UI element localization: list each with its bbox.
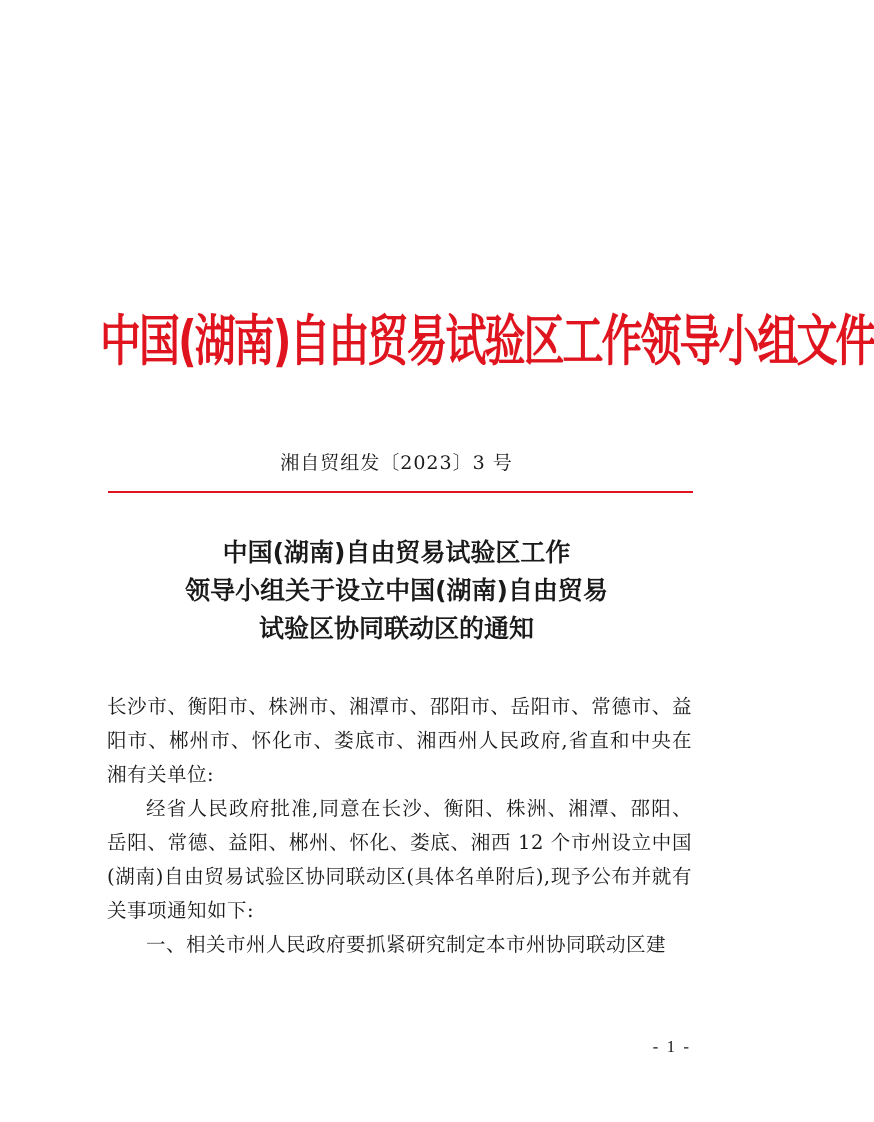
body-paragraph-1: 经省人民政府批准,同意在长沙、衡阳、株洲、湘潭、邵阳、岳阳、常德、益阳、郴州、怀化、娄底、湘西 12 个市州设立中国(湖南)自由贸易试验区协同联动区(具体名单附后),现予公布并就有关事项通知如下: [107, 797, 692, 922]
document-number: 湘自贸组发〔2023〕3 号 [280, 452, 513, 474]
page-number: - 1 - [652, 1037, 691, 1056]
title-line-2: 领导小组关于设立中国(湖南)自由贸易 [185, 576, 608, 605]
document-title [100, 534, 693, 648]
addressees: 长沙市、衡阳市、株洲市、湘潭市、邵阳市、岳阳市、常德市、益阳市、郴州市、怀化市、娄底市、湘西州人民政府,省直和中央在湘有关单位: [107, 695, 692, 786]
title-line-3: 试验区协同联动区的通知 [258, 614, 534, 643]
title-line-1: 中国(湖南)自由贸易试验区工作 [222, 538, 571, 567]
issuer-header: 中国(湖南)自由贸易试验区工作领导小组文件 [100, 308, 874, 374]
body-paragraph-2: 一、相关市州人民政府要抓紧研究制定本市州协同联动区建 [146, 933, 667, 956]
document-body [107, 690, 692, 962]
red-divider-line [108, 491, 693, 493]
